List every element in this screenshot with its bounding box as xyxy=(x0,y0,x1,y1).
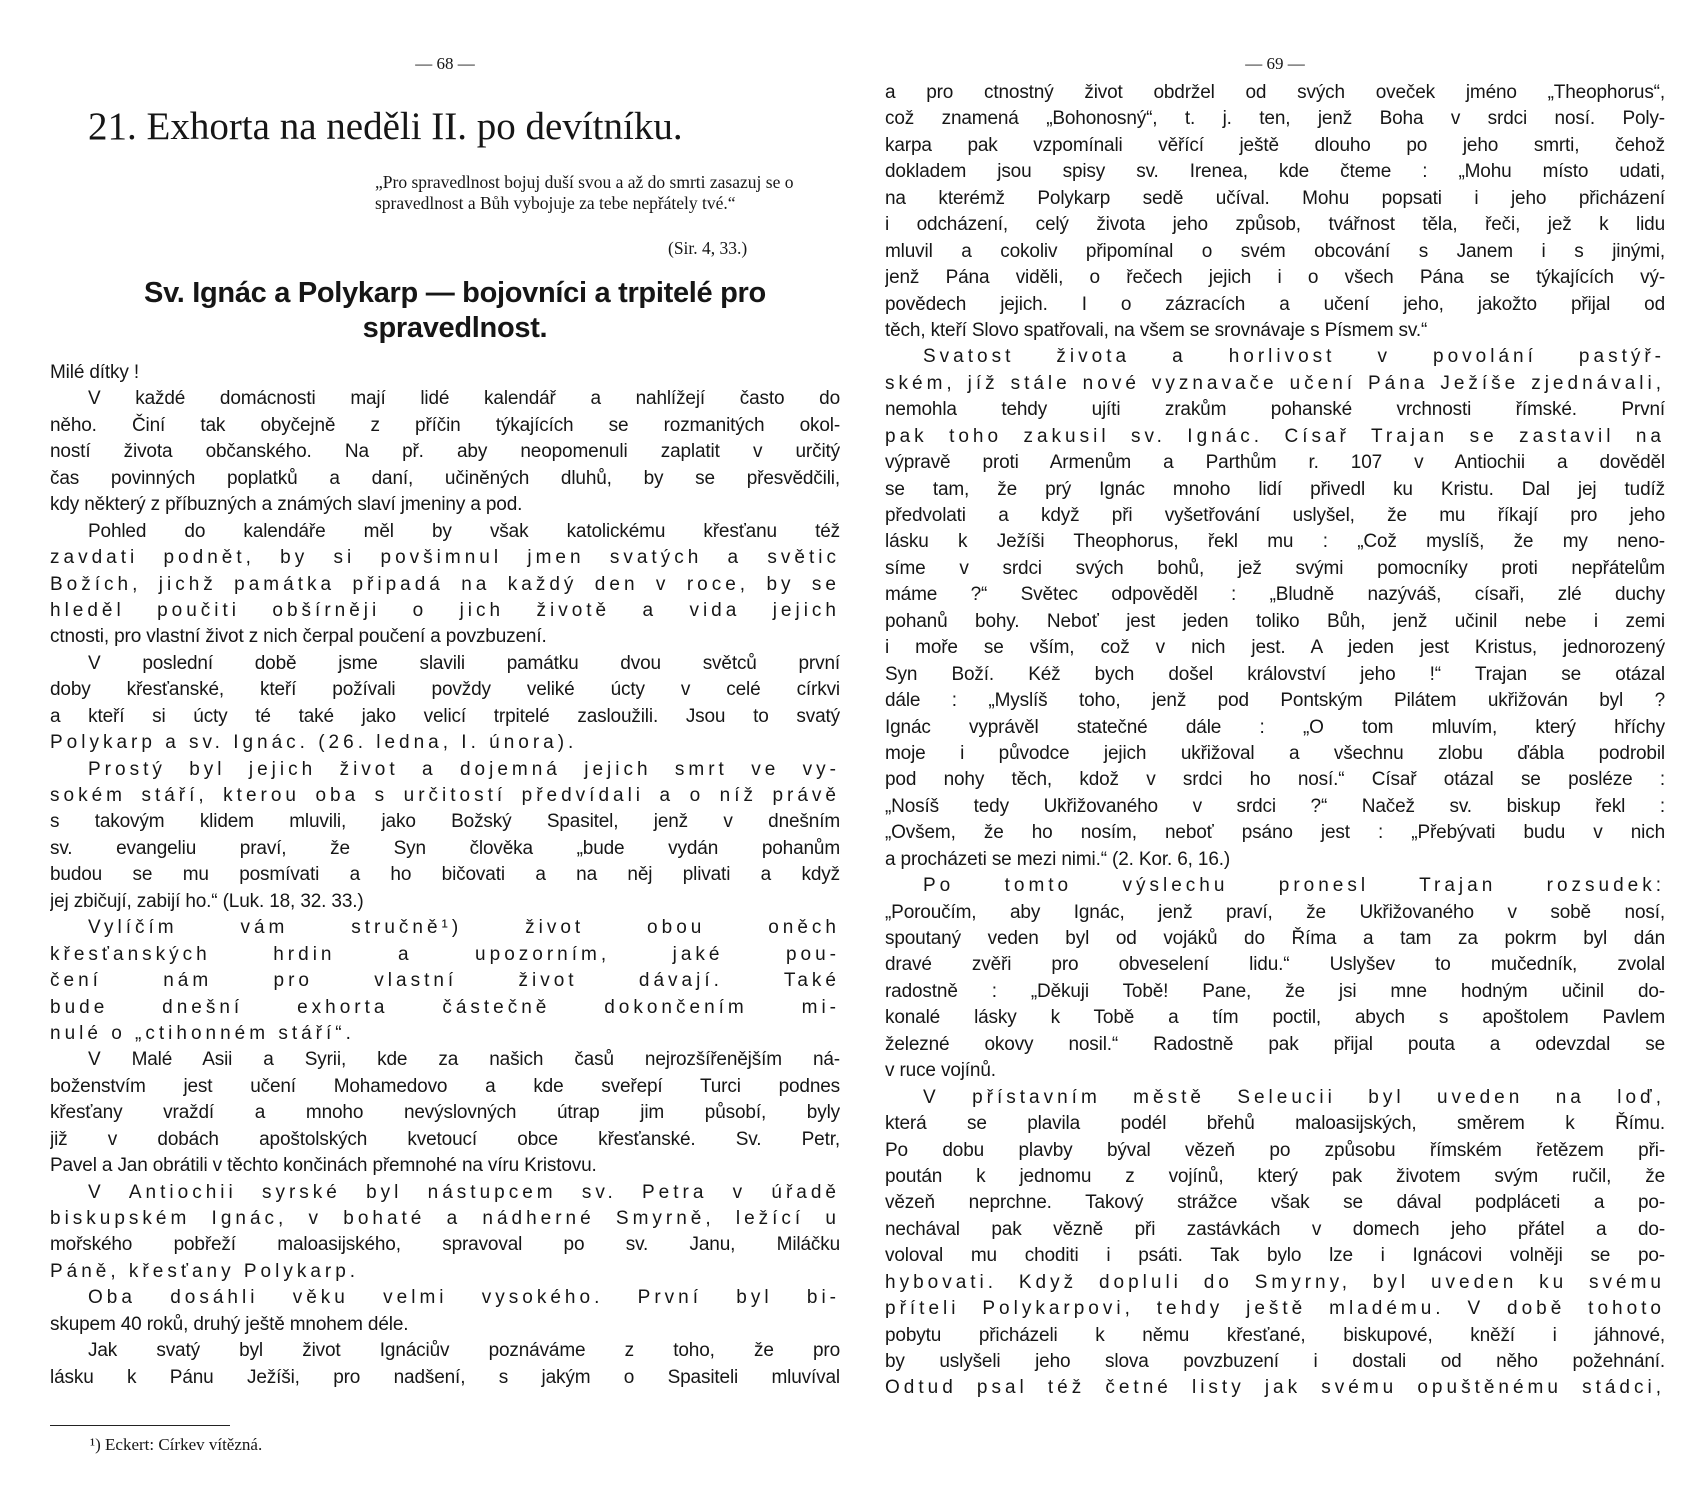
right-text-line: jenž Pána viděli, o řečech jejich i o všech Pána se týkajících vý- xyxy=(885,267,1665,289)
right-text-line: konalé lásky k Tobě a tím poctil, abych s apoštolem Pavlem xyxy=(885,1007,1665,1029)
right-text-line: pod nohy těch, kdož v srdci ho nosí.“ Císař otázal se posléze : xyxy=(885,769,1665,791)
right-text-line: a pro ctnostný život obdržel od svých oveček jméno „Theophorus“, xyxy=(885,82,1665,103)
right-text-line: na kterémž Polykarp sedě učíval. Mohu popsati i jeho přicházení xyxy=(885,187,1665,209)
right-text-line: voloval mu choditi i psáti. Tak bylo lze i Ignácovi volněji se po- xyxy=(885,1245,1665,1267)
left-text-line: křesťanských hrdin a upozorním, jaké pou- xyxy=(50,943,840,965)
right-text-line: nechával pak vězně při zastávkách v domech jeho přátel a do- xyxy=(885,1218,1665,1240)
chapter-subtitle: Sv. Ignác a Polykarp — bojovníci a trpitelé pro spravedlnost. xyxy=(144,277,766,344)
motto-quote: „Pro spravedlnost bojuj duší svou a až do smrti zasazuj se o spravedlnost a Bůh vybojuje za tebe nepřátely tvé.“ xyxy=(375,172,794,213)
left-text-line: lásku k Pánu Ježíši, pro nadšení, s jakým o Spasiteli mluvíval xyxy=(50,1366,840,1388)
left-text-line: hleděl poučiti obšírněji o jich životě a vida jejich xyxy=(50,599,840,621)
right-text-line: „Nosíš tedy Ukřižovaného v srdci ?“ Načež sv. biskup řekl : xyxy=(885,795,1665,817)
left-text-line: Vylíčím vám stručně¹) život obou oněch xyxy=(88,917,840,939)
right-text-line: „Ovšem, že ho nosím, neboť psáno jest : „Přebývati budu v nich xyxy=(885,822,1665,844)
right-body-text xyxy=(885,80,1665,1402)
right-text-line: dokladem jsou spisy sv. Irenea, kde čteme : „Mohu místo udati, xyxy=(885,161,1665,183)
right-text-line: v ruce vojínů. xyxy=(885,1060,996,1082)
right-text-line: dravé zvěři pro obveselení lidu.“ Uslyšev to mučedník, zvolal xyxy=(885,954,1665,976)
left-page xyxy=(50,0,840,1500)
right-text-line: příteli Polykarpovi, tehdy ještě mladému. V době tohoto xyxy=(885,1298,1665,1320)
right-text-line: ském, jíž stále nové vyznavače učení Pána Ježíše zjednávali, xyxy=(885,372,1665,394)
left-text-line: Pavel a Jan obrátili v těchto končinách přemnohé na víru Kristovu. xyxy=(50,1155,597,1177)
left-text-line: V poslední době jsme slavili památku dvou světců první xyxy=(88,652,840,674)
right-text-line: a procházeti se mezi nimi.“ (2. Kor. 6, 16.) xyxy=(885,848,1231,870)
right-text-line: těch, kteří Slovo spatřovali, na všem se srovnávaje s Písmem sv.“ xyxy=(885,319,1428,341)
left-text-line: boženstvím jest učení Mohamedovo a kde sveřepí Turci podnes xyxy=(50,1075,840,1097)
right-text-line: povědech jejich. I o zázracích a učení jeho, jakožto přijal od xyxy=(885,293,1665,315)
right-text-line: což znamená „Bohonosný“, t. j. ten, jenž Boha v srdci nosí. Poly- xyxy=(885,108,1665,130)
left-text-line: V každé domácnosti mají lidé kalendář a nahlížejí často do xyxy=(88,388,840,410)
right-text-line: předvolati a když při vyšetřování uslyšel, že mu říkají pro jeho xyxy=(885,505,1665,526)
right-text-line: se tam, že prý Ignác mnoho lidí přivedl ku Kristu. Dal jej tudíž xyxy=(885,478,1665,500)
right-text-line: Ignác vyprávěl statečné dále : „O tom mluvím, který hříchy xyxy=(885,716,1665,738)
left-text-line: něho. Činí tak obyčejně z příčin týkajících se rozmanitých okol- xyxy=(50,414,840,436)
left-text-line: skupem 40 roků, druhý ještě mnohem déle. xyxy=(50,1313,409,1335)
left-text-line: křesťany vraždí a mnoho nevýslovných útrap jim působí, byly xyxy=(50,1102,840,1124)
left-body-text xyxy=(50,360,840,1391)
left-text-line: Božích, jichž památka připadá na každý den v roce, by se xyxy=(50,573,840,595)
left-text-line: kdy některý z příbuzných a známých slaví jmeniny a pod. xyxy=(50,494,523,516)
left-text-line: Polykarp a sv. Ignác. (26. ledna, I. února). xyxy=(50,732,578,754)
right-text-line: mluvil a cokoliv připomínal o svém obcování s Janem i s jinými, xyxy=(885,240,1665,262)
left-text-line: mořského pobřeží maloasijského, spravoval po sv. Janu, Miláčku xyxy=(50,1234,840,1256)
footnote-rule xyxy=(50,1425,230,1426)
left-text-line: jej zbičují, zabijí ho.“ (Luk. 18, 32. 33.) xyxy=(50,890,364,912)
right-text-line: pobytu přicházeli k němu křesťané, biskupové, kněží i jáhnové, xyxy=(885,1324,1665,1346)
right-text-line: železné okovy nosil.“ Radostně pak přijal pouta a odevzdal se xyxy=(885,1033,1665,1055)
left-text-line: Páně, křesťany Polykarp. xyxy=(50,1260,360,1282)
page-number-left: — 68 — xyxy=(415,54,475,73)
right-text-line: lásku k Ježíši Theophorus, řekl mu : „Což myslíš, že my neno- xyxy=(885,531,1665,553)
chapter-title: 21. Exhorta na neděli II. po devítníku. xyxy=(88,105,683,148)
right-text-line: Odtud psal též četné listy jak svému opuštěnému stádci, xyxy=(885,1377,1665,1399)
right-text-line: „Poroučím, aby Ignác, jenž praví, že Ukřižovaného v sobě nosí, xyxy=(885,901,1665,923)
left-text-line: Milé dítky ! xyxy=(50,362,139,383)
right-text-line: máme ?“ Světec odpověděl : „Bludně nazýváš, císaři, zlé duchy xyxy=(885,584,1665,606)
right-text-line: spoutaný veden byl od vojáků do Říma a tam za pokrm byl dán xyxy=(885,928,1665,949)
right-text-line: výpravě proti Armenům a Parthům r. 107 v Antiochii a dověděl xyxy=(885,452,1665,474)
right-text-line: i moře se vším, což v nich jest. A jeden jest Kristus, jednorozený xyxy=(885,637,1665,659)
right-text-line: hybovati. Když dopluli do Smyrny, byl uveden ku svému xyxy=(885,1271,1665,1293)
motto-source: (Sir. 4, 33.) xyxy=(668,238,748,258)
left-text-line: biskupském Ignác, v bohaté a nádherné Smyrně, ležící u xyxy=(50,1208,840,1229)
left-text-line: s takovým klidem mluvili, jako Božský Spasitel, jenž v dnešním xyxy=(50,811,840,833)
left-text-line: Jak svatý byl život Ignáciův poznáváme z toho, že pro xyxy=(88,1340,840,1362)
right-text-line: nemohla tehdy ujíti zrakům pohanské vrchnosti římské. První xyxy=(885,399,1665,421)
left-text-line: budou se mu posmívati a ho bičovati a na něj plivati a když xyxy=(50,864,840,886)
right-text-line: dále : „Myslíš toho, jenž pod Pontským Pilátem ukřižován byl ? xyxy=(885,690,1665,712)
right-text-line: pohanů bohy. Neboť jest jeden toliko Bůh, jenž učinil nebe i zemi xyxy=(885,610,1665,632)
right-text-line: Po dobu plavby býval vězeň po způsobu římském řetězem při- xyxy=(885,1139,1665,1161)
left-text-line: sokém stáří, kterou oba s určitostí předvídali a o níž právě xyxy=(50,785,840,806)
right-text-line: pak toho zakusil sv. Ignác. Císař Trajan se zastavil na xyxy=(885,425,1665,447)
left-text-line: již v dobách apoštolských kvetoucí obce křesťanské. Sv. Petr, xyxy=(50,1128,840,1150)
right-text-line: poután k jednomu z vojínů, který pak životem svým ručil, že xyxy=(885,1165,1665,1187)
left-text-line: čas povinných poplatků a daní, učiněných dluhů, by se přesvědčili, xyxy=(50,467,840,489)
left-text-line: V Malé Asii a Syrii, kde za našich časů nejrozšířenějším ná- xyxy=(88,1049,840,1071)
right-text-line: karpa pak vzpomínali věřící ještě dlouho po jeho smrti, čehož xyxy=(885,134,1665,156)
right-text-line: vězeň neprchne. Takový strážce však se dával podpláceti a po- xyxy=(885,1192,1665,1214)
left-text-line: V Antiochii syrské byl nástupcem sv. Petra v úřadě xyxy=(88,1181,840,1203)
right-text-line: která se plavila podél břehů maloasijských, směrem k Římu. xyxy=(885,1113,1665,1135)
left-text-line: doby křesťanské, kteří požívali povždy veliké úcty v celé církvi xyxy=(50,679,840,701)
right-text-line: by uslyšeli jeho slova povzbuzení i dostali od něho požehnání. xyxy=(885,1351,1665,1372)
right-text-line: síme v srdci svých bohů, jež svými pomocníky proti nepřátelům xyxy=(885,557,1665,579)
right-text-line: moje i původce jejich ukřižoval a všechnu zlobu ďábla podrobil xyxy=(885,742,1665,764)
left-text-line: ností života občanského. Na př. aby neopomenuli zaplatit v určitý xyxy=(50,441,840,463)
right-text-line: Svatost života a horlivost v povolání pastýř- xyxy=(923,346,1665,368)
left-text-line: bude dnešní exhorta částečně dokončením mi- xyxy=(50,996,840,1018)
right-text-line: Syn Boží. Kéž bych došel království jeho !“ Trajan se otázal xyxy=(885,663,1665,685)
right-text-line: V přístavním městě Seleucii byl uveden na loď, xyxy=(923,1086,1665,1108)
right-text-line: radostně : „Děkuji Tobě! Pane, že jsi mne hodným učinil do- xyxy=(885,980,1665,1002)
left-text-line: a kteří si úcty té také jako velicí trpitelé zasloužili. Jsou to svatý xyxy=(50,705,840,727)
left-text-line: ctnosti, pro vlastní život z nich čerpal poučení a povzbuzení. xyxy=(50,626,547,648)
right-text-line: i odcházení, celý života jeho způsob, tvářnost těla, řeči, jež k lidu xyxy=(885,214,1665,236)
right-text-line: Po tomto výslechu pronesl Trajan rozsudek: xyxy=(923,875,1665,897)
footnote: ¹) Eckert: Církev vítězná. xyxy=(90,1435,263,1454)
left-text-line: zavdati podnět, by si povšimnul jmen svatých a světic xyxy=(50,547,840,569)
left-text-line: Oba dosáhli věku velmi vysokého. První byl bi- xyxy=(88,1287,840,1309)
left-text-line: Pohled do kalendáře měl by však katolickému křesťanu též xyxy=(88,520,840,542)
left-text-line: nulé o „ctihonném stáří“. xyxy=(50,1022,355,1044)
right-page xyxy=(885,0,1665,1500)
left-text-line: Prostý byl jejich život a dojemná jejich smrt ve vy- xyxy=(88,758,840,780)
left-text-line: čení nám pro vlastní život dávají. Také xyxy=(50,970,840,992)
left-text-line: sv. evangeliu praví, že Syn člověka „bude vydán pohanům xyxy=(50,837,840,859)
page-number-right: — 69 — xyxy=(1245,54,1305,73)
